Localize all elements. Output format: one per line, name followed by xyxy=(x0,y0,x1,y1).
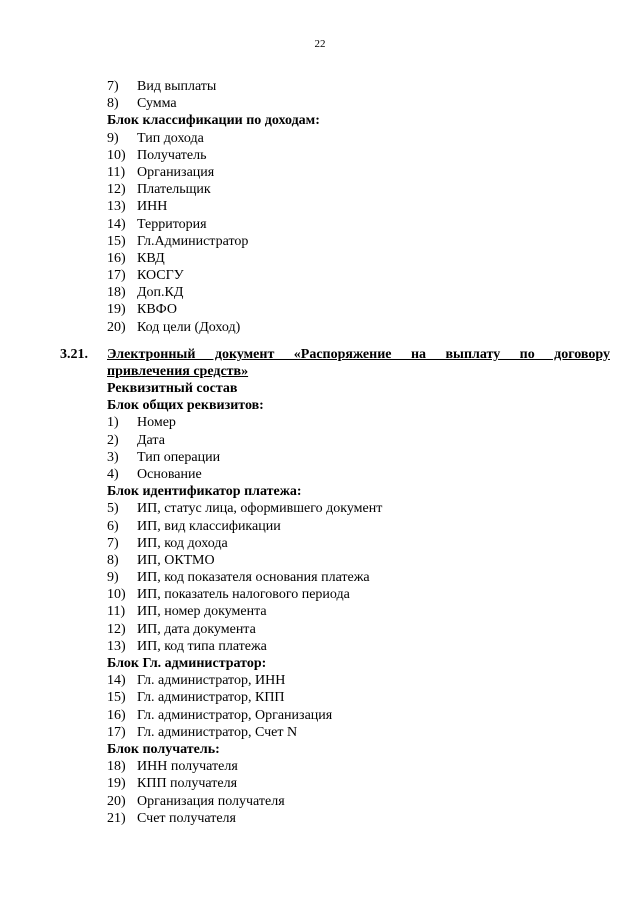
list-item xyxy=(107,250,610,267)
list-item-number: 1) xyxy=(107,415,119,431)
list-item-number: 11) xyxy=(107,604,126,620)
list-item-number: 20) xyxy=(107,319,126,335)
list-item-number: 17) xyxy=(107,724,126,740)
list-item-number: 16) xyxy=(107,707,126,723)
list-item xyxy=(107,535,610,552)
section-number: 3.21. xyxy=(60,347,88,362)
list-item-text: Гл. администратор, Организация xyxy=(137,707,333,723)
list-item-number: 4) xyxy=(107,466,119,482)
list-item-text: ИП, номер документа xyxy=(137,604,267,620)
list-item-number: 18) xyxy=(107,285,126,301)
list-item-number: 8) xyxy=(107,552,119,568)
list-item xyxy=(107,586,610,603)
page-number: 22 xyxy=(314,38,326,50)
list-item-text: Доп.КД xyxy=(137,285,184,301)
list-item-text: Плательщик xyxy=(137,182,211,198)
list-item-text: Гл. администратор, КПП xyxy=(137,690,285,706)
list-item-number: 2) xyxy=(107,432,119,448)
list-item-text: Гл. администратор, Счет N xyxy=(137,724,298,740)
list-item-number: 12) xyxy=(107,621,126,637)
list-item-text: Территория xyxy=(137,216,207,232)
list-item-text: Организация получателя xyxy=(137,793,285,809)
list-item-text: КПП получателя xyxy=(137,776,238,792)
list-item-text: ИНН получателя xyxy=(137,759,238,775)
list-item-number: 9) xyxy=(107,570,119,586)
list-item-text: ИП, дата документа xyxy=(137,621,256,637)
list-item-number: 10) xyxy=(107,147,126,163)
list-item xyxy=(107,603,610,620)
list-item-number: 3) xyxy=(107,449,119,465)
list-item-text: ИП, вид классификации xyxy=(137,518,281,534)
list-item-text: Номер xyxy=(137,415,176,431)
list-item-text: Тип операции xyxy=(137,449,221,465)
list-item-number: 6) xyxy=(107,518,119,534)
list-item-text: КВД xyxy=(137,250,165,266)
list-item xyxy=(107,319,610,336)
top-list xyxy=(107,78,610,336)
list-item xyxy=(107,500,610,517)
section-title-line-2: привлечения средств» xyxy=(107,364,249,380)
list-item-number: 14) xyxy=(107,216,126,232)
list-item-text: ИП, код дохода xyxy=(137,535,228,551)
list-item-number: 21) xyxy=(107,810,126,826)
list-item xyxy=(107,793,610,810)
list-item xyxy=(107,672,610,689)
block-heading: Реквизитный состав xyxy=(107,381,238,396)
list-item xyxy=(107,198,610,215)
list-item-text: Дата xyxy=(137,432,165,448)
list-item-text: ИП, показатель налогового периода xyxy=(137,587,350,603)
list-item xyxy=(107,707,610,724)
list-item-number: 7) xyxy=(107,79,119,94)
list-item xyxy=(107,638,610,655)
list-item-number: 10) xyxy=(107,587,126,603)
block-heading: Блок классификации по доходам: xyxy=(107,113,320,129)
list-item-text: ИП, код типа платежа xyxy=(137,638,267,654)
list-item-text: КВФО xyxy=(137,302,178,318)
list-item-text: ИП, ОКТМО xyxy=(137,552,215,568)
list-item-number: 7) xyxy=(107,535,119,551)
list-item xyxy=(107,130,610,147)
list-item xyxy=(107,724,610,741)
list-item xyxy=(107,775,610,792)
list-item xyxy=(107,689,610,706)
list-item-text: ИП, код показателя основания платежа xyxy=(137,570,370,586)
bottom-list xyxy=(107,380,610,827)
list-item-number: 16) xyxy=(107,250,126,266)
list-item-text: Счет получателя xyxy=(137,810,236,826)
list-item-text: Вид выплаты xyxy=(137,79,217,94)
list-item-text: ИП, статус лица, оформившего документ xyxy=(137,501,383,517)
list-item-number: 9) xyxy=(107,130,119,146)
list-item-number: 14) xyxy=(107,673,126,689)
list-item xyxy=(107,466,610,483)
section-title xyxy=(107,346,610,380)
list-item-number: 15) xyxy=(107,233,126,249)
list-item xyxy=(107,518,610,535)
list-item xyxy=(107,758,610,775)
list-item-number: 11) xyxy=(107,164,126,180)
list-item-number: 19) xyxy=(107,302,126,318)
list-item-text: Организация xyxy=(137,164,215,180)
list-item xyxy=(107,181,610,198)
list-item-text: Получатель xyxy=(137,147,207,163)
list-item-text: Основание xyxy=(137,466,202,482)
list-item xyxy=(107,621,610,638)
list-item xyxy=(107,95,610,112)
list-item-text: Код цели (Доход) xyxy=(137,319,241,335)
list-item-text: Гл.Администратор xyxy=(137,233,249,249)
block-heading: Блок получатель: xyxy=(107,741,220,757)
list-item xyxy=(107,284,610,301)
block-heading: Блок идентификатор платежа: xyxy=(107,484,302,500)
list-item-number: 19) xyxy=(107,776,126,792)
list-item xyxy=(107,267,610,284)
list-item xyxy=(107,552,610,569)
list-item xyxy=(107,164,610,181)
list-item-number: 12) xyxy=(107,182,126,198)
list-item xyxy=(107,569,610,586)
list-item-number: 15) xyxy=(107,690,126,706)
list-item-number: 8) xyxy=(107,96,119,112)
list-item xyxy=(107,233,610,250)
list-item-text: Гл. администратор, ИНН xyxy=(137,673,286,689)
list-item-number: 17) xyxy=(107,268,126,284)
section-title-line-1: Электронный документ «Распоряжение на выплату по договору xyxy=(107,347,610,362)
list-item-number: 18) xyxy=(107,759,126,775)
list-item xyxy=(107,810,610,827)
list-item-number: 13) xyxy=(107,638,126,654)
block-heading: Блок Гл. администратор: xyxy=(107,656,267,671)
list-item xyxy=(107,414,610,431)
list-item xyxy=(107,78,610,95)
list-item xyxy=(107,301,610,318)
list-item-text: Сумма xyxy=(137,96,177,112)
list-item-text: ИНН xyxy=(137,199,168,215)
block-heading: Блок общих реквизитов: xyxy=(107,398,264,414)
list-item-number: 5) xyxy=(107,501,119,517)
list-item-number: 20) xyxy=(107,793,126,809)
list-item-text: КОСГУ xyxy=(137,268,184,284)
list-item-text: Тип дохода xyxy=(137,130,204,146)
list-item-number: 13) xyxy=(107,199,126,215)
list-item xyxy=(107,449,610,466)
list-item xyxy=(107,432,610,449)
list-item xyxy=(107,147,610,164)
list-item xyxy=(107,216,610,233)
